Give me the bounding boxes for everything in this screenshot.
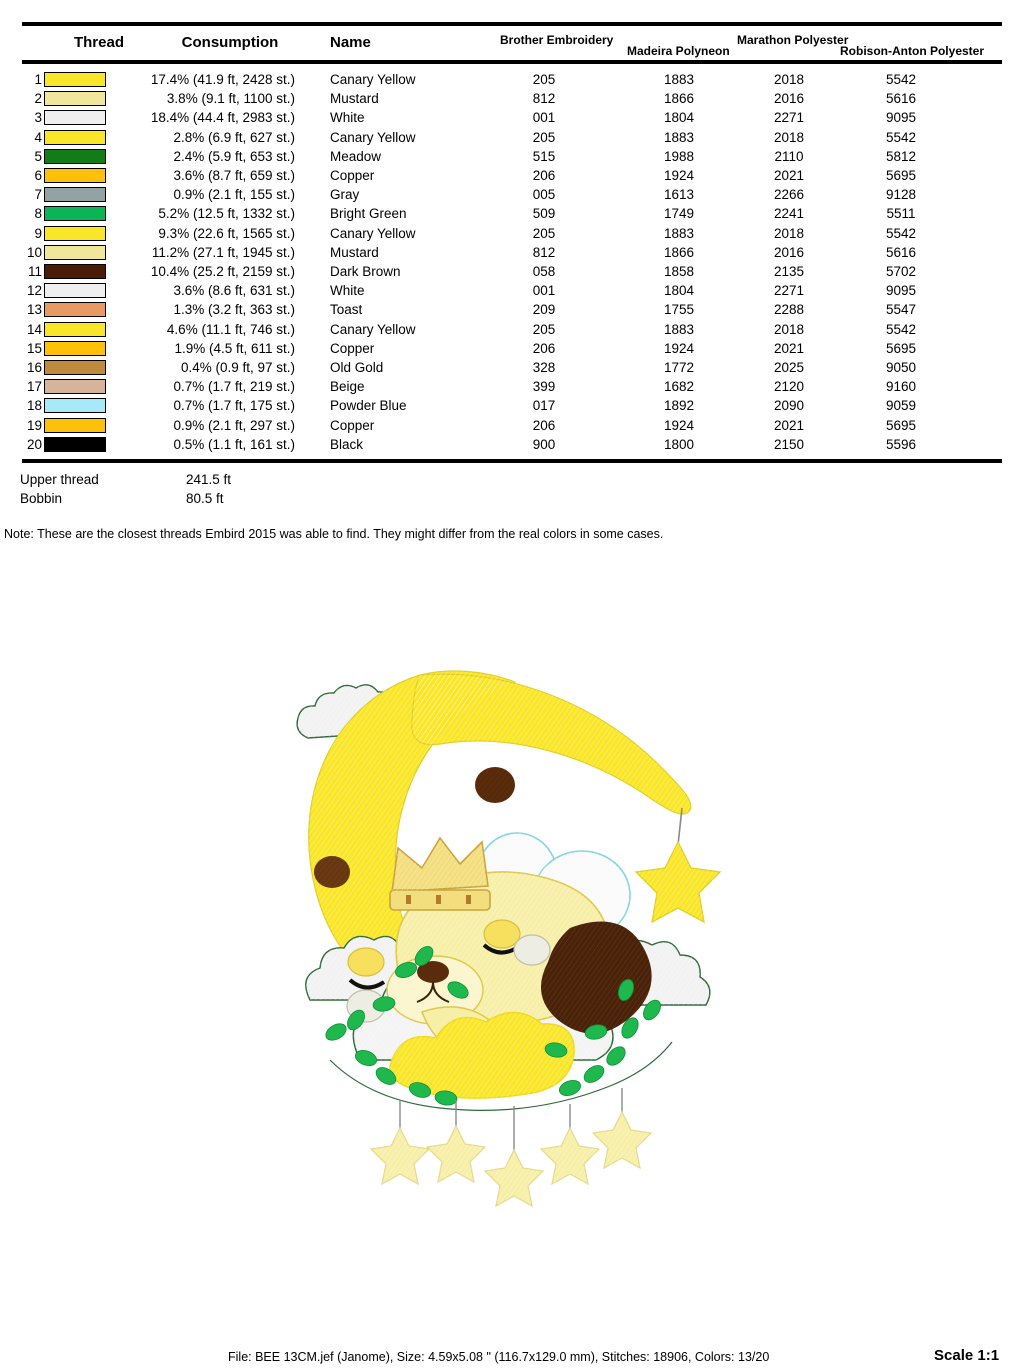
thread-code-robison: 5511 [886,206,916,222]
thread-name: Canary Yellow [330,129,416,145]
thread-name: White [330,110,365,126]
thread-color-swatch [44,379,106,394]
thread-code-madeira: 1613 [663,187,695,203]
thread-code-marathon: 2018 [773,225,805,241]
column-header-robison: Robison-Anton Polyester [840,44,985,58]
thread-name: Dark Brown [330,264,401,279]
thread-code-robison: 5542 [885,225,917,241]
thread-color-swatch [44,149,106,164]
thread-consumption: 11.2% (27.1 ft, 1945 st.) [151,244,295,260]
thread-index: 1 [34,72,42,87]
thread-code-marathon: 2016 [773,244,805,260]
thread-color-swatch [44,110,106,125]
thread-index: 16 [26,360,42,375]
thread-index: 15 [26,340,42,356]
column-header-name: Name [330,34,371,51]
thread-consumption: 1.3% (3.2 ft, 363 st.) [173,302,295,318]
thread-code-robison: 5695 [885,417,917,433]
thread-name: Mustard [330,244,379,260]
thread-index: 13 [26,302,42,318]
bobbin-value: 80.5 ft [186,491,224,506]
thread-code-brother: 205 [532,129,556,145]
thread-color-swatch [44,226,106,241]
thread-code-robison: 5616 [885,244,917,260]
bear-cheek-right-icon [484,920,520,948]
thread-consumption: 0.4% (0.9 ft, 97 st.) [180,360,295,375]
thread-code-brother: 005 [532,187,556,203]
table-row [0,224,1024,243]
thread-name: Black [330,436,364,452]
crown-icon [390,838,490,910]
thread-code-madeira: 1883 [663,225,695,241]
thread-consumption: 18.4% (44.4 ft, 2983 st.) [150,110,295,126]
thread-color-swatch [44,264,106,279]
table-row [0,320,1024,339]
thread-consumption: 3.8% (9.1 ft, 1100 st.) [166,91,295,107]
table-row [0,396,1024,415]
thread-code-robison: 5542 [885,321,917,337]
table-row [0,166,1024,185]
thread-code-robison: 9128 [885,187,917,203]
thread-code-brother: 205 [532,321,556,337]
thread-code-madeira: 1866 [663,244,695,260]
thread-code-madeira: 1858 [663,264,695,279]
thread-name: White [330,283,365,299]
embroidery-design-preview [270,660,770,1220]
thread-index: 5 [34,148,42,164]
thread-index: 20 [26,436,42,452]
thread-consumption: 3.6% (8.6 ft, 631 st.) [173,283,295,299]
thread-code-marathon: 2090 [773,398,805,414]
thread-index: 2 [34,91,42,107]
thread-code-brother: 206 [532,168,556,183]
thread-color-swatch [44,437,106,452]
thread-index: 12 [26,283,42,299]
thread-code-robison: 5702 [885,264,917,279]
thread-name: Meadow [330,148,382,164]
thread-index: 19 [26,417,42,433]
thread-color-swatch [44,283,106,298]
table-row [0,300,1024,319]
thread-name: Canary Yellow [330,321,416,337]
thread-code-madeira: 1866 [663,91,695,107]
thread-code-madeira: 1749 [663,206,695,222]
thread-code-brother: 509 [532,206,556,222]
table-top-rule [22,22,1002,26]
thread-consumption: 5.2% (12.5 ft, 1332 st.) [158,206,295,222]
table-row [0,339,1024,358]
thread-color-swatch [44,341,106,356]
thread-code-brother: 900 [532,436,556,452]
star-mobile-icon [371,1088,651,1206]
thread-index: 3 [34,110,42,126]
thread-index: 17 [26,379,42,395]
thread-code-madeira: 1892 [663,398,695,414]
thread-code-brother: 812 [532,91,556,107]
thread-name: Gray [330,187,360,203]
thread-index: 7 [34,187,42,203]
thread-code-robison: 9095 [885,283,917,299]
thread-code-madeira: 1755 [663,302,695,318]
thread-code-marathon: 2110 [774,148,804,164]
thread-index: 14 [26,321,42,337]
thread-code-madeira: 1883 [663,72,695,87]
thread-code-brother: 017 [532,398,556,414]
thread-color-swatch [44,206,106,221]
thread-code-brother: 205 [532,225,556,241]
thread-index: 9 [34,225,42,241]
thread-name: Copper [330,417,375,433]
column-header-consumption: Consumption [181,34,279,51]
table-row [0,70,1024,89]
thread-color-swatch [44,72,106,87]
thread-code-robison: 9160 [885,379,917,395]
table-row [0,358,1024,377]
thread-index: 18 [26,398,42,414]
thread-color-swatch [44,302,106,317]
thread-index: 8 [34,206,42,222]
thread-code-marathon: 2018 [773,129,805,145]
thread-color-swatch [44,130,106,145]
thread-name: Mustard [330,91,379,107]
thread-consumption: 10.4% (25.2 ft, 2159 st.) [150,264,295,279]
thread-code-marathon: 2021 [773,168,805,183]
table-row [0,108,1024,127]
thread-code-marathon: 2135 [773,264,805,279]
thread-code-marathon: 2271 [773,283,805,299]
hanging-star-icon [636,808,720,922]
thread-consumption: 0.9% (2.1 ft, 297 st.) [173,417,295,433]
column-header-madeira: Madeira Polyneon [627,44,730,58]
thread-code-robison: 5596 [885,436,917,452]
thread-consumption: 9.3% (22.6 ft, 1565 st.) [158,225,295,241]
thread-code-robison: 5812 [885,148,917,164]
thread-color-swatch [44,245,106,260]
column-header-thread: Thread [73,34,124,51]
table-row [0,128,1024,147]
thread-code-marathon: 2018 [773,72,805,87]
thread-code-madeira: 1924 [663,417,695,433]
thread-code-marathon: 2150 [773,436,805,452]
thread-name: Old Gold [330,360,384,375]
thread-code-marathon: 2271 [773,110,805,126]
upper-thread-label: Upper thread [20,472,99,487]
thread-code-brother: 001 [532,283,556,299]
thread-code-marathon: 2025 [773,360,805,375]
thread-code-robison: 5695 [885,340,917,356]
thread-code-brother: 399 [532,379,556,395]
bobbin-label: Bobbin [20,491,63,506]
thread-code-madeira: 1883 [663,129,695,145]
thread-code-robison: 5695 [885,168,917,183]
thread-code-madeira: 1800 [663,436,695,452]
thread-code-brother: 812 [532,244,556,260]
thread-name: Canary Yellow [330,72,416,87]
thread-name: Powder Blue [330,398,407,414]
thread-code-brother: 205 [532,72,556,87]
bear-ear-gray-icon [514,935,550,965]
thread-code-madeira: 1924 [663,168,695,183]
thread-code-marathon: 2241 [773,206,805,222]
thread-color-swatch [44,187,106,202]
design-artwork [270,660,770,1220]
thread-code-robison: 5547 [885,302,917,318]
table-row [0,262,1024,281]
footer-file-info: File: BEE 13CM.jef (Janome), Size: 4.59x5.08 " (116.7x129.0 mm), Stitches: 18906, Colors: 13/20 [228,1350,770,1364]
thread-code-marathon: 2016 [773,91,805,107]
table-row [0,377,1024,396]
thread-consumption: 0.7% (1.7 ft, 219 st.) [173,379,295,395]
thread-code-robison: 5616 [885,91,917,107]
thread-color-swatch [44,168,106,183]
thread-code-robison: 9050 [885,360,917,375]
table-bottom-rule [22,459,1002,463]
table-row [0,435,1024,454]
thread-code-brother: 515 [532,148,556,164]
thread-index: 11 [27,264,42,279]
thread-consumption: 3.6% (8.7 ft, 659 st.) [173,168,295,183]
table-row [0,89,1024,108]
thread-code-marathon: 2266 [773,187,805,203]
thread-code-marathon: 2021 [773,340,805,356]
column-header-brother: Brother Embroidery [500,33,614,47]
thread-code-madeira: 1772 [663,360,695,375]
thread-name: Copper [330,168,375,183]
thread-name: Copper [330,340,375,356]
thread-index: 10 [26,244,42,260]
thread-code-brother: 206 [532,340,556,356]
thread-consumption: 0.5% (1.1 ft, 161 st.) [173,436,295,452]
thread-code-brother: 209 [532,302,556,318]
thread-consumption: 0.9% (2.1 ft, 155 st.) [173,187,295,203]
thread-name: Beige [330,379,365,395]
thread-code-brother: 058 [532,264,556,279]
bear-cheek-left-icon [348,948,384,976]
thread-color-swatch [44,322,106,337]
thread-consumption: 0.7% (1.7 ft, 175 st.) [173,398,295,414]
thread-code-madeira: 1682 [663,379,695,395]
thread-consumption: 1.9% (4.5 ft, 611 st.) [174,340,295,356]
thread-index: 4 [34,129,42,145]
thread-code-madeira: 1924 [663,340,695,356]
thread-code-marathon: 2021 [773,417,805,433]
thread-consumption: 2.8% (6.9 ft, 627 st.) [173,129,295,145]
thread-code-robison: 9095 [885,110,917,126]
thread-consumption: 4.6% (11.1 ft, 746 st.) [166,321,295,337]
table-row [0,204,1024,223]
thread-name: Canary Yellow [330,225,416,241]
thread-consumption: 17.4% (41.9 ft, 2428 st.) [150,72,295,87]
table-row [0,243,1024,262]
table-row [0,416,1024,435]
thread-code-brother: 206 [532,417,556,433]
column-header-marathon: Marathon Polyester [737,33,849,47]
thread-code-marathon: 2018 [773,321,805,337]
thread-code-robison: 5542 [885,72,917,87]
thread-color-swatch [44,398,106,413]
thread-code-robison: 9059 [885,398,917,414]
thread-code-madeira: 1988 [663,148,695,164]
thread-code-madeira: 1804 [663,283,695,299]
thread-name: Toast [330,302,363,318]
table-header-rule [22,60,1002,64]
thread-color-swatch [44,360,106,375]
thread-code-robison: 5542 [885,129,917,145]
table-row [0,281,1024,300]
thread-index: 6 [34,168,42,183]
footer-scale: Scale 1:1 [934,1347,1000,1364]
thread-color-swatch [44,91,106,106]
thread-consumption: 2.4% (5.9 ft, 653 st.) [173,148,295,164]
thread-color-swatch [44,418,106,433]
table-row [0,185,1024,204]
upper-thread-value: 241.5 ft [186,472,232,487]
thread-code-marathon: 2288 [773,302,805,318]
thread-code-marathon: 2120 [773,379,805,395]
thread-code-brother: 328 [532,360,556,375]
table-row [0,147,1024,166]
thread-code-brother: 001 [532,110,556,126]
thread-code-madeira: 1804 [663,110,695,126]
thread-name: Bright Green [330,206,407,222]
thread-note: Note: These are the closest threads Embird 2015 was able to find. They might differ from the real colors in some cases. [4,527,664,541]
thread-code-madeira: 1883 [663,321,695,337]
